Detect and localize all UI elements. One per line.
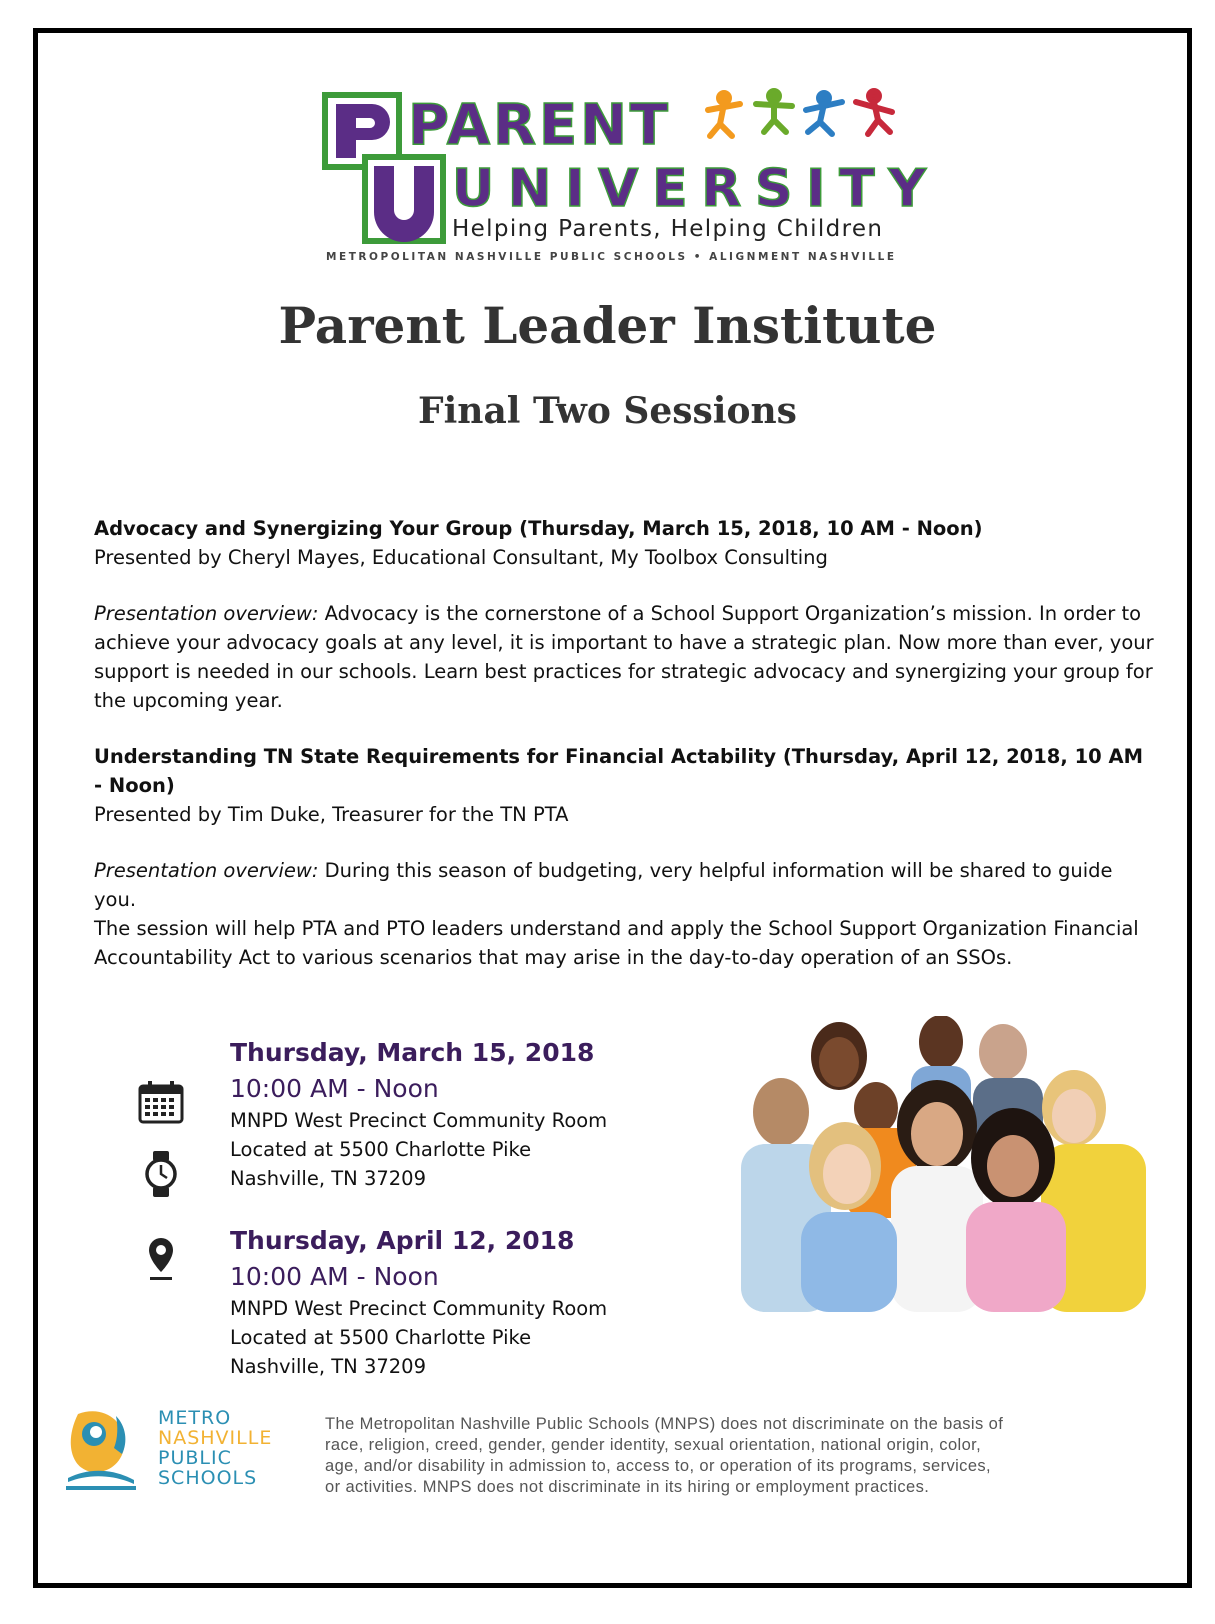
session-overview [94,856,1154,914]
session-heading: Understanding TN State Requirements for Financial Actability (Thursday, April 12, 2018, 10 AM - Noon) [94,745,1143,797]
page-subtitle: Final Two Sessions [418,390,797,432]
overview-label: Presentation overview: [94,602,319,625]
event-time: 10:00 AM - Noon [230,1074,439,1103]
event-city: Nashville, TN 37209 [230,1167,426,1190]
logo-line1: PARENT [408,93,676,158]
event-address: Located at 5500 Charlotte Pike [230,1138,532,1161]
mnps-line2: NASHVILLE [158,1427,273,1449]
event-time: 10:00 AM - Noon [230,1262,439,1291]
overview-line: The session will help PTA and PTO leaders understand and apply the School Support Organization Financial [94,917,1139,940]
overview-line: Advocacy is the cornerstone of a School Support Organization’s mission. In order to [318,602,1142,625]
session-heading: Advocacy and Synergizing Your Group (Thursday, March 15, 2018, 10 AM - Noon) [94,517,983,540]
session-presenter: Presented by Cheryl Mayes, Educational Consultant, My Toolbox Consulting [94,546,828,569]
disclaimer-line: or activities. MNPS does not discriminate in its hiring or employment practices. [325,1478,930,1496]
session-overview [94,599,1154,628]
overview-line: achieve your advocacy goals at any level, it is important to have a strategic plan. Now more than ever, your [94,631,1154,654]
overview-line: During this season of budgeting, very helpful information will be shared to guide you. [94,859,1113,911]
logo-tagline: Helping Parents, Helping Children [452,216,882,242]
logo-line2: UNIVERSITY [452,159,932,219]
watch-icon [145,1150,177,1198]
nondiscrimination-disclaimer [325,1414,1115,1498]
event-venue: MNPD West Precinct Community Room [230,1109,608,1132]
event-address: Located at 5500 Charlotte Pike [230,1326,532,1349]
mnps-line4: SCHOOLS [158,1467,258,1489]
overview-line: Accountability Act to various scenarios that may arise in the day-to-day operation of an SSOs. [94,946,1013,969]
overview-label: Presentation overview: [94,859,319,882]
group-photo [741,1016,1146,1312]
event-date: Thursday, April 12, 2018 [230,1226,575,1255]
mnps-line3: PUBLIC [158,1447,232,1469]
location-pin-icon [146,1236,176,1282]
disclaimer-line: The Metropolitan Nashville Public Schools (MNPS) does not discriminate on the basis of [325,1415,1004,1433]
event-details-2 [230,1222,607,1381]
calendar-icon [138,1080,184,1124]
parent-university-logo [322,88,942,268]
disclaimer-line: age, and/or disability in admission to, access to, or operation of its programs, services, [325,1457,992,1475]
logo-u-block [362,154,446,244]
session-presenter: Presented by Tim Duke, Treasurer for the TN PTA [94,803,569,826]
overview-line: the upcoming year. [94,689,283,712]
page-title: Parent Leader Institute [278,296,937,355]
mnps-line1: METRO [158,1407,232,1429]
event-city: Nashville, TN 37209 [230,1355,426,1378]
session-descriptions [94,514,1154,972]
overview-line: support is needed in our schools. Learn best practices for strategic advocacy and synergizing your group for [94,660,1153,683]
event-venue: MNPD West Precinct Community Room [230,1297,608,1320]
people-figures-icon [708,91,892,136]
event-details-1 [230,1034,607,1193]
disclaimer-line: race, religion, creed, gender, gender identity, sexual orientation, national origin, color, [325,1436,982,1454]
logo-subline: METROPOLITAN NASHVILLE PUBLIC SCHOOLS • ALIGNMENT NASHVILLE [326,251,896,263]
event-date: Thursday, March 15, 2018 [230,1038,595,1067]
